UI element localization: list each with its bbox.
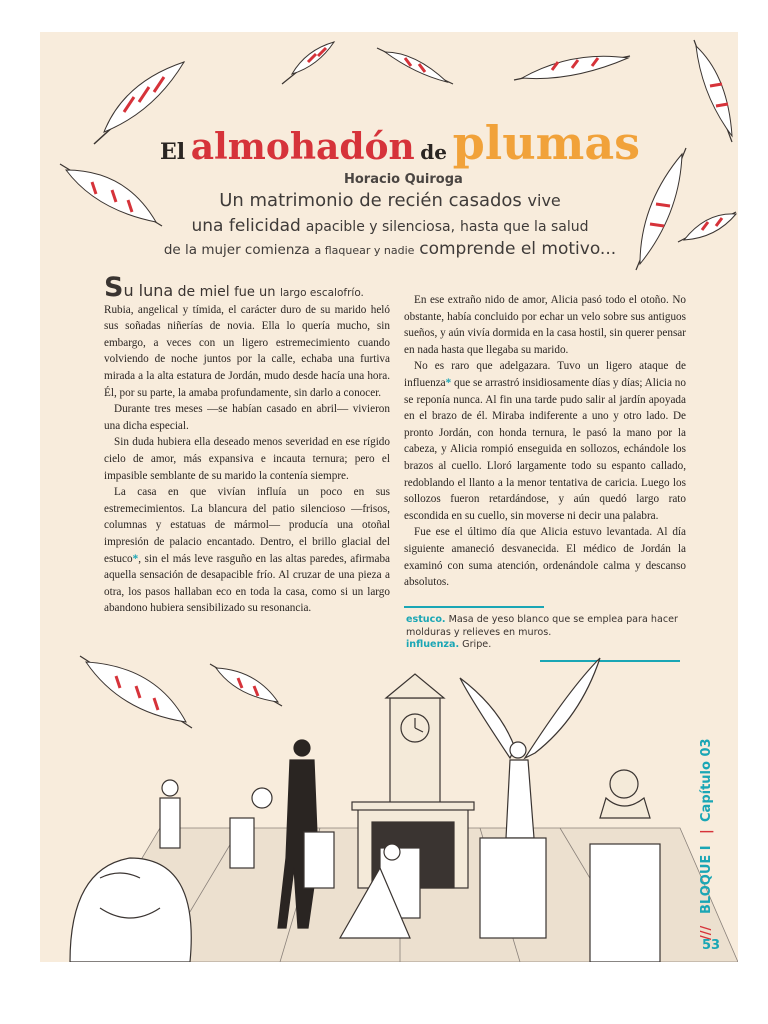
book-page [40, 32, 738, 962]
story-title [160, 116, 680, 170]
lead-paragraph [104, 272, 390, 303]
tab-separator: | [699, 829, 714, 834]
bust-right [590, 770, 660, 962]
clock [386, 674, 444, 808]
subtitle-text: comprende el motivo... [419, 239, 617, 259]
lead-text: largo escalofrío. [280, 287, 364, 299]
paragraph [104, 484, 390, 617]
chapter-tab [688, 722, 718, 942]
feather-illustration [688, 36, 738, 146]
subtitle-text: apacible y silenciosa, [305, 219, 456, 235]
interior-illustration [40, 638, 738, 962]
paragraph-text: , sin el más leve rasguño en las altas paredes, afirmaba aquella sensación de desapacible frío. Al cruzar de una pieza a otra, los pasos hallaban eco en toda la casa, como si un largo abandono hubiera sensibilizado su resonancia. [104, 552, 390, 615]
subtitle-text: Un matrimonio de recién casados [219, 190, 522, 211]
paragraph: En ese extraño nido de amor, Alicia pasó todo el otoño. No obstante, había concluido por echar un velo sobre sus antiguos sueños, y aún vivía dormida en la casa hostil, sin querer pensar en nada hasta que llegaba su marido. [404, 294, 686, 356]
glossary-marker[interactable]: * [132, 552, 139, 565]
tab-capitulo: Capítulo 03 [699, 738, 714, 822]
feather-illustration [278, 38, 338, 88]
feather-illustration [375, 44, 455, 89]
glossary-definition: Gripe. [462, 639, 492, 651]
tab-bloque: BLOQUE I [699, 845, 714, 914]
title-de: de [420, 140, 447, 164]
feather-illustration [512, 50, 632, 86]
subtitle-text: vive [527, 191, 561, 210]
lead-text: de miel [177, 284, 230, 300]
paragraph: Rubia, angelical y tímida, el carácter duro de su marido heló sus soñadas niñerías de novia. Ella lo quería mucho, sin embargo, a veces con un ligero estremecimiento cuando volviendo de noche juntos por la calle, echaba una furtiva mirada a la alta estatura de Jordán, mudo desde hacía una hora. Él, por su parte, la amaba profundamente, sin darlo a conocer. [104, 303, 390, 399]
paragraph [404, 358, 686, 524]
page-number: 53 [702, 938, 721, 953]
paragraph-text: No es raro que adelgazara. Tuvo un ligero ataque de influenza [404, 360, 686, 389]
subtitle-line-1 [80, 190, 700, 211]
glossary-marker[interactable]: * [445, 376, 452, 389]
title-el: El [160, 139, 186, 165]
title-almohadon: almohadón [190, 126, 415, 168]
subtitle-text: de la mujer comienza [163, 242, 310, 258]
tab-slashes: /// [699, 925, 714, 940]
glossary-entry [406, 614, 716, 639]
paragraph: Sin duda hubiera ella deseado menos severidad en ese rígido cielo de amor, más expansiva e incauta ternura; pero el impasible semblante de su marido la contenía siempre. [104, 436, 390, 482]
lead-line [104, 272, 364, 303]
glossary-term: influenza. [406, 639, 460, 651]
subtitle-line-3 [80, 239, 700, 259]
glossary-rule [404, 606, 544, 608]
subtitle-text: hasta que la salud [459, 219, 589, 235]
subtitle-text: a flaquear y nadie [314, 244, 415, 257]
subtitle-text: una felicidad [191, 216, 301, 236]
text-column-right [404, 292, 686, 591]
paragraph: Fue ese el último día que Alicia estuvo levantada. Al día siguiente amaneció desvanecida. El médico de Jordán la examinó con suma atención, ordenándole calma y descanso absolutos. [404, 526, 686, 589]
drop-cap: S [104, 272, 124, 303]
lead-text: fue un [234, 285, 276, 300]
author-name: Horacio Quiroga [344, 172, 463, 187]
subtitle-line-2 [80, 216, 700, 236]
glossary-definition: Masa de yeso blanco que se emplea para hacer molduras y relieves en muros. [406, 614, 678, 638]
text-column-left [104, 272, 390, 617]
paragraph-text: La casa en que vivían influía un poco en sus estremecimientos. La blancura del patio silencioso —frisos, columnas y estatuas de mármol— producía una otoñal impresión de palacio encantado. Dentro, el brillo glacial del estuco [104, 486, 390, 565]
paragraph: Durante tres meses —se habían casado en abril— vivieron una dicha especial. [104, 403, 390, 432]
glossary-term: estuco. [406, 614, 446, 625]
lead-text: u luna [123, 281, 174, 300]
title-plumas: plumas [452, 116, 641, 170]
paragraph-text: que se arrastró insidiosamente días y días; Alicia no se reponía nunca. Al fin una tarde pudo salir al jardín apoyada en el brazo de él. Miraba indiferente a uno y otro lado. De pronto Jordán, con honda ternura, le pasó la mano por la cabeza, y Alicia rompió enseguida en sollozos, echándole los brazos al cuello. Lloró largamente todo su espanto callado, redoblando el llanto a la menor tentativa de caricia. Luego los sollozos fueron retardándose, y aún quedó largo rato escondida en su cuello, sin moverse ni decir una palabra. [404, 376, 686, 522]
